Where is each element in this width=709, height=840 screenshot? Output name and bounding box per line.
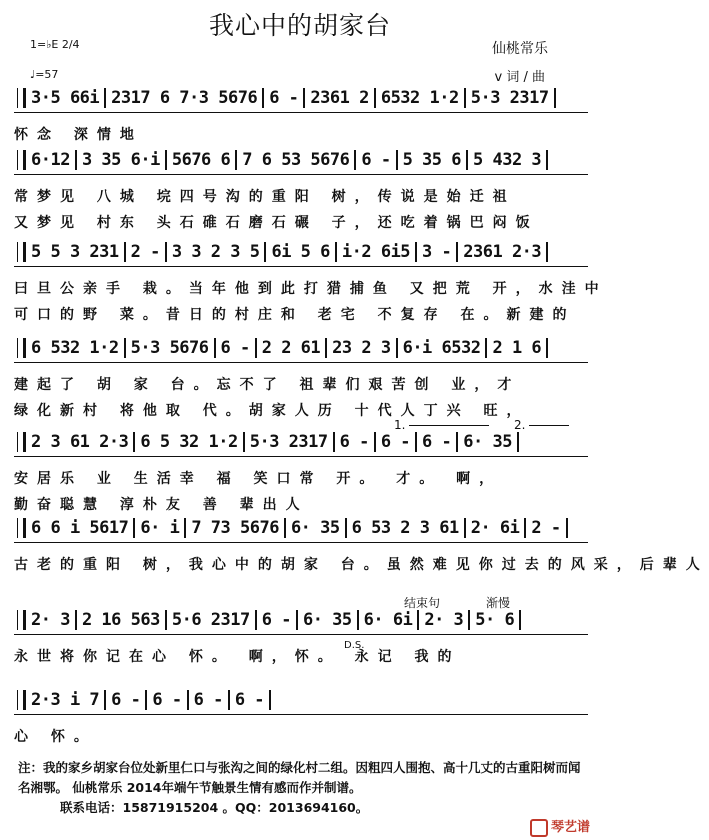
measure: 6 53 2 3 61 bbox=[351, 518, 459, 538]
barline bbox=[335, 242, 337, 262]
barline bbox=[255, 610, 257, 630]
measure: 5 5 3 231 bbox=[31, 242, 119, 262]
barline bbox=[214, 338, 216, 358]
barline bbox=[17, 242, 26, 262]
measure: 2 3 61 2·3 bbox=[31, 432, 129, 452]
barline bbox=[165, 150, 167, 170]
lyric-line: 又梦见 村东 头石碓石磨石碾 子，还吃着锅巴闷饭 bbox=[14, 215, 539, 231]
measure: 3 3 2 3 5 bbox=[171, 242, 260, 262]
measure: 5· 6 bbox=[475, 610, 515, 630]
barline bbox=[456, 242, 458, 262]
note-line bbox=[14, 338, 588, 364]
note-line bbox=[14, 518, 588, 544]
note-line bbox=[14, 432, 588, 458]
note-line bbox=[14, 690, 588, 716]
lyric-line: 建起了 胡 家 台。忘不了 祖辈们艰苦创 业，才 bbox=[14, 377, 521, 393]
measure: 2317 6 7·3 5676 bbox=[111, 88, 258, 108]
lyric-line: 安居乐 业 生活幸 福 笑口常 开。 才。 啊， bbox=[14, 471, 503, 487]
barline bbox=[417, 610, 419, 630]
underline-beam bbox=[14, 634, 588, 637]
barline bbox=[104, 690, 106, 710]
measure: 3·5 66i bbox=[31, 88, 100, 108]
barline bbox=[75, 610, 77, 630]
barline bbox=[374, 88, 376, 108]
lyric-line: 怀念 深情地 bbox=[14, 127, 143, 143]
measure: 3 - bbox=[422, 242, 452, 262]
underline-beam bbox=[14, 542, 588, 545]
barline bbox=[17, 432, 26, 452]
barline bbox=[165, 610, 167, 630]
barline bbox=[17, 610, 26, 630]
barline bbox=[468, 610, 470, 630]
site-logo bbox=[530, 816, 590, 837]
barline bbox=[17, 518, 26, 538]
underline-beam bbox=[14, 174, 588, 177]
barline bbox=[133, 518, 135, 538]
measure: 2361 2 bbox=[310, 88, 369, 108]
underline-beam bbox=[14, 714, 588, 717]
song-title: 我心中的胡家台 bbox=[208, 11, 391, 40]
barline bbox=[235, 150, 237, 170]
barline bbox=[333, 432, 335, 452]
measure: 3 35 6·i bbox=[81, 150, 160, 170]
tempo-mark: ♩=57 bbox=[30, 68, 59, 81]
barline bbox=[124, 242, 126, 262]
barline bbox=[546, 150, 548, 170]
barline bbox=[415, 432, 417, 452]
measure: 5·6 2317 bbox=[171, 610, 250, 630]
barline bbox=[133, 432, 135, 452]
measure: 5·3 5676 bbox=[130, 338, 209, 358]
barline bbox=[354, 150, 356, 170]
measure: 2 1 6 bbox=[492, 338, 542, 358]
measure: 2· 6i bbox=[470, 518, 520, 538]
measure: 6· 35 bbox=[302, 610, 352, 630]
barline bbox=[396, 150, 398, 170]
barline bbox=[546, 338, 548, 358]
lyric-line: 永世将你记在心 怀。 啊，怀。 永记 我的 bbox=[14, 649, 461, 665]
lyric-line: 常梦见 八城 垸四号沟的重阳 树，传说是始迁祖 bbox=[14, 189, 516, 205]
barline bbox=[184, 518, 186, 538]
measure: 6 - bbox=[111, 690, 141, 710]
measure: 6 - bbox=[361, 150, 391, 170]
measure: 6· i bbox=[140, 518, 180, 538]
measure: 5 432 3 bbox=[473, 150, 542, 170]
ending-mark: 结束句 bbox=[404, 596, 441, 610]
measure: 23 2 3 bbox=[332, 338, 391, 358]
lyric-line: 古老的重阳 树，我心中的胡家 台。虽然难见你过去的风采，后辈人 bbox=[14, 557, 709, 573]
barline bbox=[187, 690, 189, 710]
measure: 5·3 2317 bbox=[249, 432, 328, 452]
measure: 2 2 61 bbox=[261, 338, 321, 358]
measure: 6 - bbox=[339, 432, 369, 452]
barline bbox=[464, 88, 466, 108]
barline bbox=[165, 242, 167, 262]
volta-first: 1. bbox=[394, 418, 489, 432]
barline bbox=[269, 690, 271, 710]
underline-beam bbox=[14, 266, 588, 269]
barline bbox=[124, 338, 126, 358]
barline bbox=[262, 88, 264, 108]
barline bbox=[554, 88, 556, 108]
barline bbox=[17, 150, 26, 170]
barline bbox=[75, 150, 77, 170]
measure: 2·3 i 7 bbox=[31, 690, 100, 710]
lyric-line: 绿化新村 将他取 代。胡家人历 十代人丁兴 旺， bbox=[14, 403, 530, 419]
measure: 7 73 5676 bbox=[191, 518, 279, 538]
barline bbox=[546, 242, 548, 262]
lyric-line: 心 怀。 bbox=[14, 729, 97, 745]
measure: 6·12 bbox=[31, 150, 70, 170]
underline-beam bbox=[14, 112, 588, 115]
measure: 6 - bbox=[261, 610, 291, 630]
footnote: 注：我的家乡胡家台位处新里仁口与张沟之间的绿化村二组。因粗四人围抱、高十几丈的古重阳树而闻名湘鄂。 仙桃常乐 2014年端午节触景生情有感而作并制谱。 bbox=[18, 760, 581, 795]
measure: 6 6 i 5617 bbox=[31, 518, 129, 538]
barline bbox=[524, 518, 526, 538]
measure: 6· 35 bbox=[463, 432, 512, 452]
volta-second: 2. bbox=[514, 418, 569, 432]
barline bbox=[485, 338, 487, 358]
barline bbox=[517, 432, 519, 452]
barline bbox=[243, 432, 245, 452]
measure: i·2 6i5 bbox=[341, 242, 411, 262]
measure: 6·i 6532 bbox=[402, 338, 481, 358]
ds-mark: D.S. bbox=[344, 640, 365, 651]
barline bbox=[228, 690, 230, 710]
measure: 2· 3 bbox=[31, 610, 70, 630]
contact-info: 联系电话：15871915204 。QQ：2013694160。 bbox=[60, 800, 369, 815]
lyric-line: 可口的野 菜。昔日的村庄和 老宅 不复存 在。新建的 bbox=[14, 307, 576, 323]
lyric-line: 勤奋聪慧 淳朴友 善 辈出人 bbox=[14, 497, 309, 513]
barline bbox=[357, 610, 359, 630]
measure: 6 - bbox=[269, 88, 299, 108]
measure: 6· 6i bbox=[363, 610, 413, 630]
measure: 6 - bbox=[422, 432, 452, 452]
barline bbox=[284, 518, 286, 538]
barline bbox=[296, 610, 298, 630]
lyric-line: 曰旦公亲手 栽。当年他到此打猎捕鱼 又把荒 开，水洼中 bbox=[14, 281, 608, 297]
key-signature: 1=♭E 2/4 bbox=[30, 38, 80, 51]
logo-icon bbox=[530, 819, 548, 837]
measure: 6 - bbox=[193, 690, 223, 710]
underline-beam bbox=[14, 362, 588, 365]
underline-beam bbox=[14, 456, 588, 459]
barline bbox=[17, 338, 26, 358]
measure: 6 5 32 1·2 bbox=[140, 432, 238, 452]
barline bbox=[519, 610, 521, 630]
measure: 5·3 2317 bbox=[470, 88, 549, 108]
measure: 2 - bbox=[130, 242, 160, 262]
measure: 6 - bbox=[234, 690, 265, 710]
measure: 6 532 1·2 bbox=[31, 338, 119, 358]
barline bbox=[303, 88, 305, 108]
logo-text: 琴艺谱 bbox=[550, 820, 590, 835]
measure: 6 - bbox=[380, 432, 411, 452]
measure: 2· 3 bbox=[424, 610, 464, 630]
barline bbox=[374, 432, 376, 452]
measure: 6· 35 bbox=[290, 518, 340, 538]
note-line bbox=[14, 242, 588, 268]
barline bbox=[456, 432, 458, 452]
measure: 6i 5 6 bbox=[271, 242, 330, 262]
measure: 6 - bbox=[152, 690, 182, 710]
measure: 7 6 53 5676 bbox=[242, 150, 350, 170]
measure: 6532 1·2 bbox=[380, 88, 459, 108]
ritardando-mark: 渐慢 bbox=[486, 596, 511, 610]
barline bbox=[145, 690, 147, 710]
barline bbox=[325, 338, 327, 358]
barline bbox=[345, 518, 347, 538]
barline bbox=[464, 518, 466, 538]
measure: 2 - bbox=[531, 518, 561, 538]
barline bbox=[17, 690, 26, 710]
barline bbox=[566, 518, 568, 538]
note-line bbox=[14, 150, 588, 176]
measure: 6 - bbox=[220, 338, 250, 358]
measure: 2 16 563 bbox=[81, 610, 160, 630]
measure: 5 35 6 bbox=[402, 150, 461, 170]
barline bbox=[255, 338, 257, 358]
barline bbox=[466, 150, 468, 170]
barline bbox=[415, 242, 417, 262]
composer-name: 仙桃常乐 bbox=[492, 41, 548, 57]
barline bbox=[264, 242, 266, 262]
measure: 5676 6 bbox=[171, 150, 231, 170]
measure: 2361 2·3 bbox=[463, 242, 542, 262]
barline bbox=[396, 338, 398, 358]
credit-line: v 词 / 曲 bbox=[494, 70, 545, 85]
note-line bbox=[14, 610, 588, 636]
note-line bbox=[14, 88, 588, 114]
barline bbox=[104, 88, 106, 108]
barline bbox=[17, 88, 26, 108]
